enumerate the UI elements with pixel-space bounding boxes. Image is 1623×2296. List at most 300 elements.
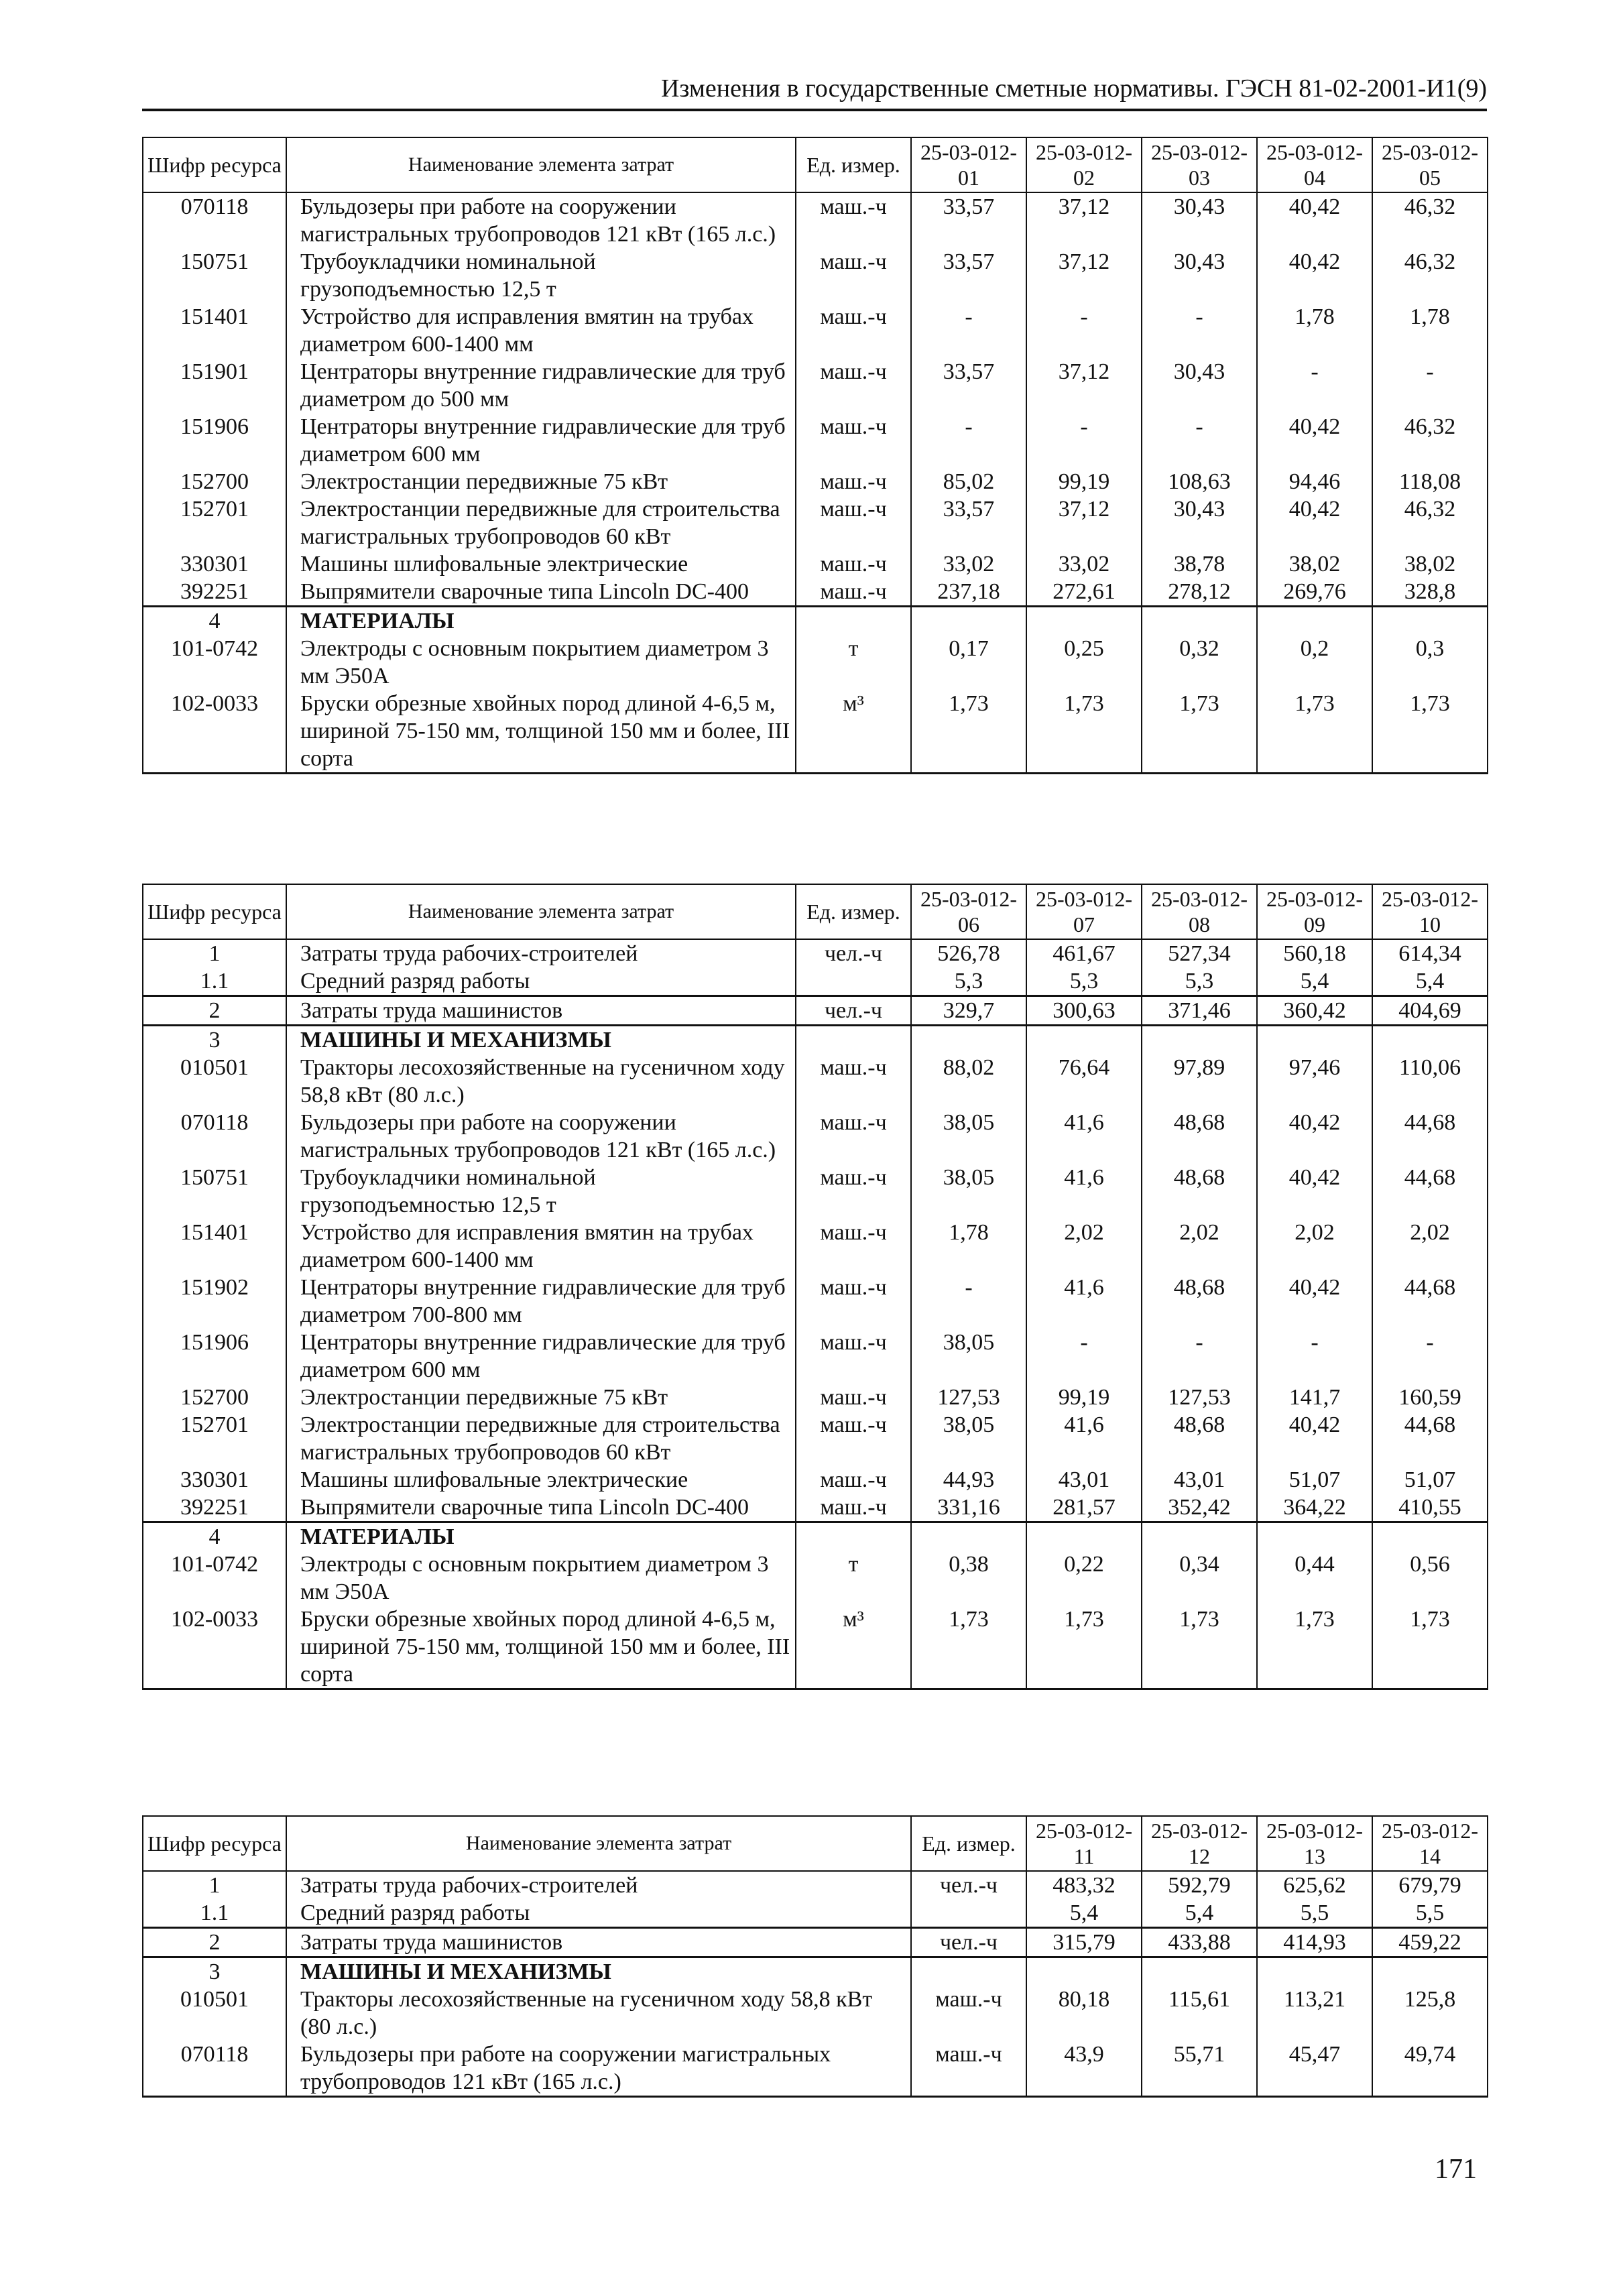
norm-value: 404,69 [1372, 996, 1488, 1026]
table-row [143, 1466, 1488, 1494]
norm-value: 329,7 [911, 996, 1026, 1026]
table-header-row [143, 1816, 1488, 1871]
norm-value: 2,02 [1257, 1219, 1372, 1274]
resource-code: 4 [143, 607, 286, 636]
resource-code: 151906 [143, 413, 286, 468]
resource-code: 070118 [143, 2041, 286, 2097]
header-norm-code: 25-03-012-04 [1257, 137, 1372, 192]
cost-element-name: Центраторы внутренние гидравлические для труб диаметром до 500 мм [286, 358, 796, 413]
norm-value: 40,42 [1257, 248, 1372, 303]
cost-element-name: Электростанции передвижные для строительства магистральных трубопроводов 60 кВт [286, 1411, 796, 1466]
norm-value: 5,4 [1026, 1899, 1142, 1928]
norm-value: 113,21 [1257, 1986, 1372, 2041]
cost-element-name: Затраты труда рабочих-строителей [286, 1871, 911, 1899]
norm-value: 37,12 [1026, 248, 1142, 303]
unit: м³ [796, 1606, 911, 1689]
resource-code: 151902 [143, 1274, 286, 1329]
resource-code: 330301 [143, 550, 286, 578]
resource-code: 070118 [143, 1109, 286, 1164]
norm-value [1372, 1957, 1488, 1986]
norm-value [1372, 1026, 1488, 1054]
cost-element-name: Средний разряд работы [286, 1899, 911, 1928]
norm-value: 37,12 [1026, 358, 1142, 413]
unit: чел.-ч [796, 996, 911, 1026]
norm-value: 48,68 [1142, 1164, 1257, 1219]
norm-value: 40,42 [1257, 495, 1372, 550]
table-row [143, 578, 1488, 607]
norm-value [1142, 1957, 1257, 1986]
norm-value: - [911, 1274, 1026, 1329]
norm-value: 414,93 [1257, 1928, 1372, 1957]
norm-value: 46,32 [1372, 248, 1488, 303]
resource-code: 2 [143, 1928, 286, 1957]
header-norm-code: 25-03-012-13 [1257, 1816, 1372, 1871]
norm-value: 2,02 [1026, 1219, 1142, 1274]
unit [796, 1522, 911, 1551]
resource-table-1 [142, 137, 1488, 774]
resource-code: 150751 [143, 1164, 286, 1219]
norm-value: 0,56 [1372, 1551, 1488, 1606]
unit: маш.-ч [796, 1219, 911, 1274]
norm-value [1372, 607, 1488, 636]
unit: маш.-ч [796, 1109, 911, 1164]
norm-value: 592,79 [1142, 1871, 1257, 1899]
table-row [143, 1384, 1488, 1411]
cost-element-name: МАТЕРИАЛЫ [286, 607, 796, 636]
table-row [143, 1329, 1488, 1384]
table-row [143, 1551, 1488, 1606]
cost-element-name: Машины шлифовальные электрические [286, 550, 796, 578]
resource-code: 3 [143, 1026, 286, 1054]
norm-value: 328,8 [1372, 578, 1488, 607]
norm-value [1142, 1522, 1257, 1551]
norm-value: 1,73 [911, 690, 1026, 774]
table-row [143, 468, 1488, 495]
unit: маш.-ч [796, 303, 911, 358]
header-title: Изменения в государственные сметные нормативы. ГЭСН 81-02-2001-И1(9) [660, 74, 1487, 103]
unit [796, 607, 911, 636]
table-row [143, 1054, 1488, 1109]
norm-value: 1,73 [1142, 1606, 1257, 1689]
table-row [143, 1494, 1488, 1522]
norm-value: 115,61 [1142, 1986, 1257, 2041]
norm-value: 1,73 [1026, 690, 1142, 774]
resource-code: 101-0742 [143, 635, 286, 690]
header-norm-code: 25-03-012-03 [1142, 137, 1257, 192]
norm-value: 49,74 [1372, 2041, 1488, 2097]
resource-code: 1 [143, 939, 286, 967]
norm-value: 1,73 [1257, 1606, 1372, 1689]
norm-value: 97,89 [1142, 1054, 1257, 1109]
unit: маш.-ч [796, 1411, 911, 1466]
unit: маш.-ч [796, 1494, 911, 1522]
header-norm-code: 25-03-012-06 [911, 884, 1026, 939]
norm-value: 272,61 [1026, 578, 1142, 607]
table-row [143, 495, 1488, 550]
norm-value: 1,73 [911, 1606, 1026, 1689]
unit: маш.-ч [796, 1466, 911, 1494]
unit: маш.-ч [796, 413, 911, 468]
table-header-row [143, 137, 1488, 192]
norm-value: 0,25 [1026, 635, 1142, 690]
norm-value: 30,43 [1142, 495, 1257, 550]
norm-value: 5,3 [1142, 967, 1257, 996]
header-norm-code: 25-03-012-07 [1026, 884, 1142, 939]
norm-value: - [1142, 1329, 1257, 1384]
resource-code: 4 [143, 1522, 286, 1551]
norm-value: 108,63 [1142, 468, 1257, 495]
table-row [143, 1274, 1488, 1329]
norm-value: 30,43 [1142, 248, 1257, 303]
norm-value: 33,57 [911, 358, 1026, 413]
norm-value: 614,34 [1372, 939, 1488, 967]
unit: маш.-ч [796, 1274, 911, 1329]
norm-value: 5,4 [1142, 1899, 1257, 1928]
norm-value: 43,01 [1142, 1466, 1257, 1494]
header-code: Шифр ресурса [143, 137, 286, 192]
norm-value: 44,68 [1372, 1411, 1488, 1466]
norm-value [1257, 607, 1372, 636]
cost-element-name: Тракторы лесохозяйственные на гусеничном ходу 58,8 кВт (80 л.с.) [286, 1054, 796, 1109]
unit: чел.-ч [911, 1928, 1026, 1957]
header-unit: Ед. измер. [796, 884, 911, 939]
norm-value: 2,02 [1142, 1219, 1257, 1274]
norm-value: 76,64 [1026, 1054, 1142, 1109]
norm-value: 352,42 [1142, 1494, 1257, 1522]
resource-table-3 [142, 1815, 1488, 2098]
norm-value: 483,32 [1026, 1871, 1142, 1899]
cost-element-name: МАШИНЫ И МЕХАНИЗМЫ [286, 1026, 796, 1054]
norm-value: 38,05 [911, 1411, 1026, 1466]
norm-value: 46,32 [1372, 495, 1488, 550]
norm-value: 99,19 [1026, 468, 1142, 495]
cost-element-name: Трубоукладчики номинальной грузоподъемностью 12,5 т [286, 1164, 796, 1219]
norm-value [911, 1522, 1026, 1551]
norm-value: 85,02 [911, 468, 1026, 495]
cost-element-name: Выпрямители сварочные типа Lincoln DC-400 [286, 1494, 796, 1522]
unit: маш.-ч [796, 1164, 911, 1219]
norm-value: - [1142, 413, 1257, 468]
table-row [143, 1928, 1488, 1957]
table-row [143, 939, 1488, 967]
table-row [143, 635, 1488, 690]
unit [796, 1026, 911, 1054]
table-header-row [143, 884, 1488, 939]
norm-value: 88,02 [911, 1054, 1026, 1109]
cost-element-name: Электростанции передвижные 75 кВт [286, 1384, 796, 1411]
norm-value: 33,57 [911, 495, 1026, 550]
norm-value: 1,78 [911, 1219, 1026, 1274]
header-norm-code: 25-03-012-01 [911, 137, 1026, 192]
norm-value: 1,73 [1142, 690, 1257, 774]
norm-value: 41,6 [1026, 1164, 1142, 1219]
cost-element-name: Электроды с основным покрытием диаметром 3 мм Э50А [286, 1551, 796, 1606]
table-row [143, 192, 1488, 248]
cost-element-name: Трубоукладчики номинальной грузоподъемностью 12,5 т [286, 248, 796, 303]
norm-value: 38,05 [911, 1329, 1026, 1384]
norm-value: 1,78 [1257, 303, 1372, 358]
norm-value: 1,73 [1257, 690, 1372, 774]
header-code: Шифр ресурса [143, 1816, 286, 1871]
norm-value: 160,59 [1372, 1384, 1488, 1411]
section-row [143, 1026, 1488, 1054]
norm-value: 269,76 [1257, 578, 1372, 607]
norm-value [1026, 1026, 1142, 1054]
unit [911, 1957, 1026, 1986]
unit: т [796, 1551, 911, 1606]
norm-value: 51,07 [1372, 1466, 1488, 1494]
table-row [143, 2041, 1488, 2097]
norm-value: 364,22 [1257, 1494, 1372, 1522]
norm-value: 51,07 [1257, 1466, 1372, 1494]
norm-value: - [911, 303, 1026, 358]
norm-value: 33,02 [911, 550, 1026, 578]
norm-value: 0,3 [1372, 635, 1488, 690]
resource-table-2 [142, 884, 1488, 1690]
header-name: Наименование элемента затрат [286, 884, 796, 939]
norm-value: 360,42 [1257, 996, 1372, 1026]
table-row [143, 1899, 1488, 1928]
norm-value [1026, 1957, 1142, 1986]
resource-code: 392251 [143, 1494, 286, 1522]
norm-value: 141,7 [1257, 1384, 1372, 1411]
table-row [143, 358, 1488, 413]
norm-value: 527,34 [1142, 939, 1257, 967]
unit: маш.-ч [796, 192, 911, 248]
norm-value: - [1026, 303, 1142, 358]
norm-value: 1,73 [1372, 1606, 1488, 1689]
header-norm-code: 25-03-012-14 [1372, 1816, 1488, 1871]
unit [796, 967, 911, 996]
header-name: Наименование элемента затрат [286, 137, 796, 192]
cost-element-name: МАШИНЫ И МЕХАНИЗМЫ [286, 1957, 911, 1986]
header-norm-code: 25-03-012-05 [1372, 137, 1488, 192]
norm-value: 679,79 [1372, 1871, 1488, 1899]
resource-code: 101-0742 [143, 1551, 286, 1606]
norm-value [1142, 1026, 1257, 1054]
cost-element-name: Тракторы лесохозяйственные на гусеничном ходу 58,8 кВт (80 л.с.) [286, 1986, 911, 2041]
unit [911, 1899, 1026, 1928]
page-number: 171 [1435, 2154, 1477, 2185]
cost-element-name: Электроды с основным покрытием диаметром 3 мм Э50А [286, 635, 796, 690]
norm-value: 38,02 [1372, 550, 1488, 578]
resource-code: 152700 [143, 468, 286, 495]
norm-value: 41,6 [1026, 1411, 1142, 1466]
norm-value: 37,12 [1026, 495, 1142, 550]
norm-value [1026, 1522, 1142, 1551]
unit: маш.-ч [796, 1384, 911, 1411]
norm-value: 110,06 [1372, 1054, 1488, 1109]
unit: маш.-ч [911, 1986, 1026, 2041]
section-row [143, 1522, 1488, 1551]
cost-element-name: Электростанции передвижные 75 кВт [286, 468, 796, 495]
norm-value: 118,08 [1372, 468, 1488, 495]
table-row [143, 967, 1488, 996]
norm-value: 2,02 [1372, 1219, 1488, 1274]
norm-value: 127,53 [911, 1384, 1026, 1411]
norm-value: 40,42 [1257, 192, 1372, 248]
resource-code: 010501 [143, 1054, 286, 1109]
cost-element-name: Центраторы внутренние гидравлические для труб диаметром 600 мм [286, 1329, 796, 1384]
header-norm-code: 25-03-012-12 [1142, 1816, 1257, 1871]
norm-value: 41,6 [1026, 1109, 1142, 1164]
header-norm-code: 25-03-012-02 [1026, 137, 1142, 192]
cost-element-name: МАТЕРИАЛЫ [286, 1522, 796, 1551]
norm-value: 300,63 [1026, 996, 1142, 1026]
unit: маш.-ч [796, 468, 911, 495]
norm-value: 0,34 [1142, 1551, 1257, 1606]
header-norm-code: 25-03-012-11 [1026, 1816, 1142, 1871]
norm-value: - [1142, 303, 1257, 358]
norm-value: 461,67 [1026, 939, 1142, 967]
page-header [142, 75, 1487, 111]
norm-value: 38,05 [911, 1109, 1026, 1164]
cost-element-name: Бруски обрезные хвойных пород длиной 4-6,5 м, шириной 75-150 мм, толщиной 150 мм и более, III сорта [286, 690, 796, 774]
norm-value: 30,43 [1142, 358, 1257, 413]
unit: т [796, 635, 911, 690]
norm-value: - [1372, 1329, 1488, 1384]
resource-code: 2 [143, 996, 286, 1026]
resource-code: 330301 [143, 1466, 286, 1494]
unit: маш.-ч [796, 550, 911, 578]
resource-code: 151906 [143, 1329, 286, 1384]
norm-value [911, 607, 1026, 636]
norm-value: - [1257, 1329, 1372, 1384]
header-unit: Ед. измер. [911, 1816, 1026, 1871]
cost-element-name: Машины шлифовальные электрические [286, 1466, 796, 1494]
norm-value [911, 1026, 1026, 1054]
header-unit: Ед. измер. [796, 137, 911, 192]
norm-value: 40,42 [1257, 1411, 1372, 1466]
unit: маш.-ч [796, 358, 911, 413]
norm-value: 5,4 [1372, 967, 1488, 996]
cost-element-name: Средний разряд работы [286, 967, 796, 996]
table-row [143, 1109, 1488, 1164]
resource-code: 151401 [143, 1219, 286, 1274]
norm-value: 38,78 [1142, 550, 1257, 578]
table-row [143, 996, 1488, 1026]
resource-code: 151901 [143, 358, 286, 413]
norm-value: 41,6 [1026, 1274, 1142, 1329]
resource-code: 1.1 [143, 1899, 286, 1928]
norm-value [1257, 1957, 1372, 1986]
cost-element-name: Затраты труда машинистов [286, 1928, 911, 1957]
cost-element-name: Бульдозеры при работе на сооружении магистральных трубопроводов 121 кВт (165 л.с.) [286, 1109, 796, 1164]
unit: маш.-ч [796, 1054, 911, 1109]
table-row [143, 1219, 1488, 1274]
cost-element-name: Бульдозеры при работе на сооружении магистральных трубопроводов 121 кВт (165 л.с.) [286, 192, 796, 248]
norm-value: 0,32 [1142, 635, 1257, 690]
unit: чел.-ч [911, 1871, 1026, 1899]
norm-value: 33,57 [911, 192, 1026, 248]
norm-value: 560,18 [1257, 939, 1372, 967]
unit: маш.-ч [796, 495, 911, 550]
unit: м³ [796, 690, 911, 774]
table-row [143, 248, 1488, 303]
norm-value: 44,93 [911, 1466, 1026, 1494]
norm-value: 48,68 [1142, 1411, 1257, 1466]
norm-value: 125,8 [1372, 1986, 1488, 2041]
norm-value: 40,42 [1257, 1109, 1372, 1164]
norm-value: - [911, 413, 1026, 468]
table-row [143, 1871, 1488, 1899]
cost-element-name: Центраторы внутренние гидравлические для труб диаметром 700-800 мм [286, 1274, 796, 1329]
norm-value: 410,55 [1372, 1494, 1488, 1522]
header-norm-code: 25-03-012-08 [1142, 884, 1257, 939]
norm-value: 0,44 [1257, 1551, 1372, 1606]
norm-value: 433,88 [1142, 1928, 1257, 1957]
unit: чел.-ч [796, 939, 911, 967]
unit: маш.-ч [796, 578, 911, 607]
table-row [143, 1411, 1488, 1466]
norm-value: - [1257, 358, 1372, 413]
norm-value: 0,22 [1026, 1551, 1142, 1606]
norm-value: - [1026, 413, 1142, 468]
norm-value: 1,73 [1372, 690, 1488, 774]
table-row [143, 1986, 1488, 2041]
table-row [143, 1606, 1488, 1689]
norm-value: 48,68 [1142, 1109, 1257, 1164]
unit: маш.-ч [911, 2041, 1026, 2097]
norm-value: 44,68 [1372, 1109, 1488, 1164]
resource-code: 151401 [143, 303, 286, 358]
cost-element-name: Затраты труда рабочих-строителей [286, 939, 796, 967]
resource-code: 010501 [143, 1986, 286, 2041]
norm-value: 33,02 [1026, 550, 1142, 578]
resource-code: 102-0033 [143, 1606, 286, 1689]
unit: маш.-ч [796, 248, 911, 303]
norm-value: 33,57 [911, 248, 1026, 303]
table-row [143, 550, 1488, 578]
norm-value [1257, 1522, 1372, 1551]
norm-value: 5,4 [1257, 967, 1372, 996]
cost-element-name: Электростанции передвижные для строительства магистральных трубопроводов 60 кВт [286, 495, 796, 550]
table-row [143, 1164, 1488, 1219]
table-row [143, 303, 1488, 358]
norm-value: 459,22 [1372, 1928, 1488, 1957]
unit: маш.-ч [796, 1329, 911, 1384]
norm-value: - [1026, 1329, 1142, 1384]
header-name: Наименование элемента затрат [286, 1816, 911, 1871]
norm-value: 44,68 [1372, 1164, 1488, 1219]
cost-element-name: Выпрямители сварочные типа Lincoln DC-400 [286, 578, 796, 607]
norm-value: 127,53 [1142, 1384, 1257, 1411]
norm-value: 38,02 [1257, 550, 1372, 578]
norm-value: 94,46 [1257, 468, 1372, 495]
norm-value: - [1372, 358, 1488, 413]
resource-code: 152700 [143, 1384, 286, 1411]
norm-value: 315,79 [1026, 1928, 1142, 1957]
header-norm-code: 25-03-012-09 [1257, 884, 1372, 939]
norm-value: 48,68 [1142, 1274, 1257, 1329]
norm-value: 1,78 [1372, 303, 1488, 358]
norm-value: 526,78 [911, 939, 1026, 967]
norm-value: 55,71 [1142, 2041, 1257, 2097]
norm-value: 46,32 [1372, 413, 1488, 468]
resource-code: 102-0033 [143, 690, 286, 774]
cost-element-name: Бруски обрезные хвойных пород длиной 4-6,5 м, шириной 75-150 мм, толщиной 150 мм и более, III сорта [286, 1606, 796, 1689]
table-row [143, 690, 1488, 774]
norm-value: 40,42 [1257, 1164, 1372, 1219]
norm-value: 43,01 [1026, 1466, 1142, 1494]
norm-value: 0,17 [911, 635, 1026, 690]
resource-code: 152701 [143, 1411, 286, 1466]
norm-value [1372, 1522, 1488, 1551]
norm-value: 45,47 [1257, 2041, 1372, 2097]
norm-value: 44,68 [1372, 1274, 1488, 1329]
cost-element-name: Устройство для исправления вмятин на трубах диаметром 600-1400 мм [286, 1219, 796, 1274]
norm-value: 237,18 [911, 578, 1026, 607]
